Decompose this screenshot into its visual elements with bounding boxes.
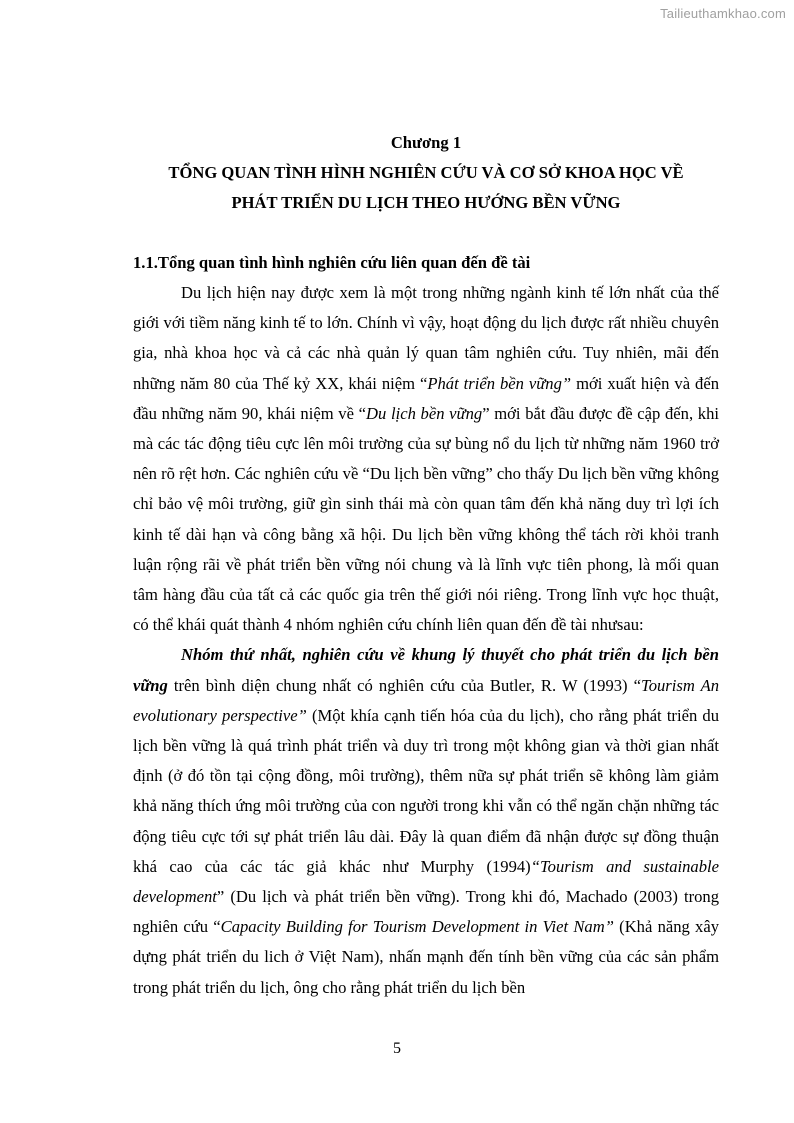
paragraph-2	[133, 640, 719, 1002]
paragraph-2-text-1: trên bình diện chung nhất có nghiên cứu của Butler, R. W (1993) “	[167, 675, 641, 695]
page-number: 5	[393, 1040, 401, 1057]
paragraph-1	[133, 278, 719, 640]
chapter-title-line-2: PHÁT TRIỂN DU LỊCH THEO HƯỚNG BỀN VỮNG	[231, 193, 621, 212]
paragraph-2-text-3: ” (Du lịch và phát triển bền vững). Trong khi đó, Machado (2003) trong nghiên cứu “	[133, 887, 719, 937]
watermark: Tailieuthamkhao.com	[660, 6, 786, 21]
paragraph-2-lead: Nhóm thứ nhất, nghiên cứu về khung lý thuyết cho phát triển du lịch bền vững	[133, 645, 719, 695]
paragraph-1-text-3: ” mới bắt đầu được đề cập đến, khi mà các tác động tiêu cực lên môi trường của sự bùng nổ du lịch từ những năm 1960 trở nên rõ rệt hơn. Các nghiên cứu về “Du lịch bền vững” cho thấy Du lịch bền vững không chỉ bảo vệ môi trường, giữ gìn sinh thái mà còn quan tâm đến khả năng duy trì lợi ích kinh tế dài hạn và công bằng xã hội. Du lịch bền vững không thể tách rời khỏi tranh luận rộng rãi về phát triển bền vững nói chung và là lĩnh vực tiên phong, là mối quan tâm hàng đầu của tất cả các quốc gia trên thế giới nói riêng. Trong lĩnh vực học thuật, có thể khái quát thành 4 nhóm nghiên cứu chính liên quan đến đề tài nhưsau:	[133, 403, 719, 635]
page-content	[133, 128, 719, 1003]
paragraph-2-text-2: (Một khía cạnh tiến hóa của du lịch), cho rằng phát triển du lịch bền vững là quá trình phát triển và duy trì trong một không gian và thời gian nhất định (ở đó tồn tại cộng đồng, môi trường), thêm nữa sự phát triển sẽ không làm giảm khả năng thích ứng môi trường của con người trong khi vẫn có thể ngăn chặn những tác động tiêu cực tới sự phát triển lâu dài. Đây là quan điểm đã nhận được sự đồng thuận khá cao của các tác giả khác như Murphy (1994)	[133, 705, 719, 876]
paragraph-2-italic-3: Capacity Building for Tourism Development in Viet Nam”	[220, 917, 614, 937]
section-heading: 1.1.Tổng quan tình hình nghiên cứu liên quan đến đề tài	[133, 253, 531, 272]
paragraph-1-text-1: Du lịch hiện nay được xem là một trong những ngành kinh tế lớn nhất của thế giới với tiềm năng kinh tế to lớn. Chính vì vậy, hoạt động du lịch được rất nhiều chuyên gia, nhà khoa học và cả các nhà quản lý quan tâm nghiên cứu. Tuy nhiên, mãi đến những năm 80 của Thế kỷ XX, khái niệm “	[133, 283, 719, 393]
paragraph-1-italic-2: Du lịch bền vững	[366, 403, 483, 423]
paragraph-1-italic-1: Phát triển bền vững”	[427, 373, 572, 393]
paragraph-1-text-2: mới xuất hiện và đến đầu những năm 90, khái niệm về “	[133, 373, 719, 423]
chapter-title-line-1: TỔNG QUAN TÌNH HÌNH NGHIÊN CỨU VÀ CƠ SỞ KHOA HỌC VỀ	[168, 163, 684, 182]
paragraph-2-italic-1: Tourism An evolutionary perspective”	[133, 675, 719, 725]
paragraph-2-italic-2: “Tourism and sustainable development	[133, 856, 719, 907]
chapter-number: Chương 1	[390, 133, 462, 152]
paragraph-2-text-4: (Khả năng xây dựng phát triển du lich ở Việt Nam), nhấn mạnh đến tính bền vững của các sản phẩm trong phát triển du lịch, ông cho rằng phát triển du lịch bền	[133, 917, 720, 997]
